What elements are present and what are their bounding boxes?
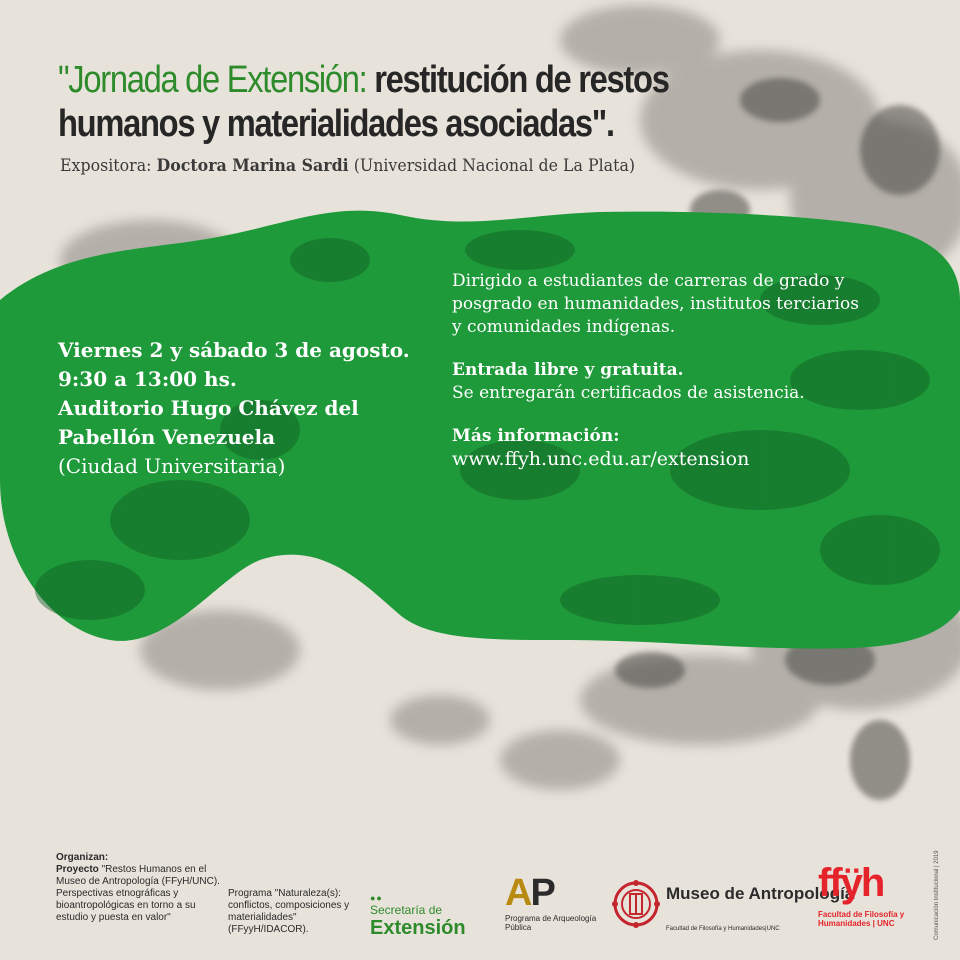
speaker-name: Doctora Marina Sardi [156,156,349,176]
audience-text: Dirigido a estudiantes de carreras de grado y posgrado en humanidades, institutos terciarios y comunidades indígenas. [452,271,859,337]
museo-logo-name: Museo de Antropología [666,884,855,903]
project-label: Proyecto [56,864,99,875]
more-info-block [452,425,872,471]
event-venue-line-2: Pabellón Venezuela [58,425,276,449]
event-details [58,336,418,481]
entry-block [452,359,872,405]
headline-part-1: "Jornada de Extensión: [58,59,367,101]
museo-logo-sub: Facultad de Filosofía y Humanidades|UNC [666,926,780,932]
museo-emblem-icon [612,880,660,928]
extension-logo-big: Extensión [370,917,466,939]
certificates-text: Se entregarán certificados de asistencia. [452,383,805,403]
event-time: 9:30 a 13:00 hs. [58,367,237,391]
ffyh-logo-sub: Facultad de Filosofía y Humanidades | UNC [818,910,905,928]
organizers-block [56,852,226,924]
headline-part-2: restitución de restos humanos y materialidades asociadas". [58,59,669,145]
ap-letter-a: A [505,872,531,914]
speaker-label: Expositora: [60,156,152,176]
ap-logo-sub: Programa de Arqueología Pública [505,914,597,932]
event-venue-note: (Ciudad Universitaria) [58,454,286,478]
more-info-label: Más información: [452,426,620,446]
program-text: Programa "Naturaleza(s): conflictos, composiciones y materialidades" (FFyyH/IDACOR). [228,888,350,935]
speaker-affiliation: (Universidad Nacional de La Plata) [353,156,636,176]
side-credit: Comunicación Institucional | 2019 [934,850,940,940]
event-dates: Viernes 2 y sábado 3 de agosto. [58,338,410,362]
event-venue-line-1: Auditorio Hugo Chávez del [58,396,359,420]
event-info [452,270,872,471]
more-info-url[interactable]: www.ffyh.unc.edu.ar/extension [452,448,750,470]
speaker-line [60,156,635,176]
extension-logo [370,893,480,939]
organizers-heading: Organizan: [56,852,109,863]
headline [58,58,712,146]
extension-logo-small: Secretaría de [370,903,443,917]
ap-letter-p: P [530,872,554,914]
entry-text: Entrada libre y gratuita. [452,360,684,380]
extension-dots-icon: ●● [370,893,383,903]
ffyh-logo-mark: ffÿh [818,861,884,905]
ap-logo [505,874,597,932]
ap-logo-mark [505,874,597,912]
ffyh-logo [818,862,918,928]
project-text: "Restos Humanos en el Museo de Antropología (FFyH/UNC). Perspectivas etnográficas y bioantropológicas en torno a su estudio y puesta en valor" [56,864,220,923]
